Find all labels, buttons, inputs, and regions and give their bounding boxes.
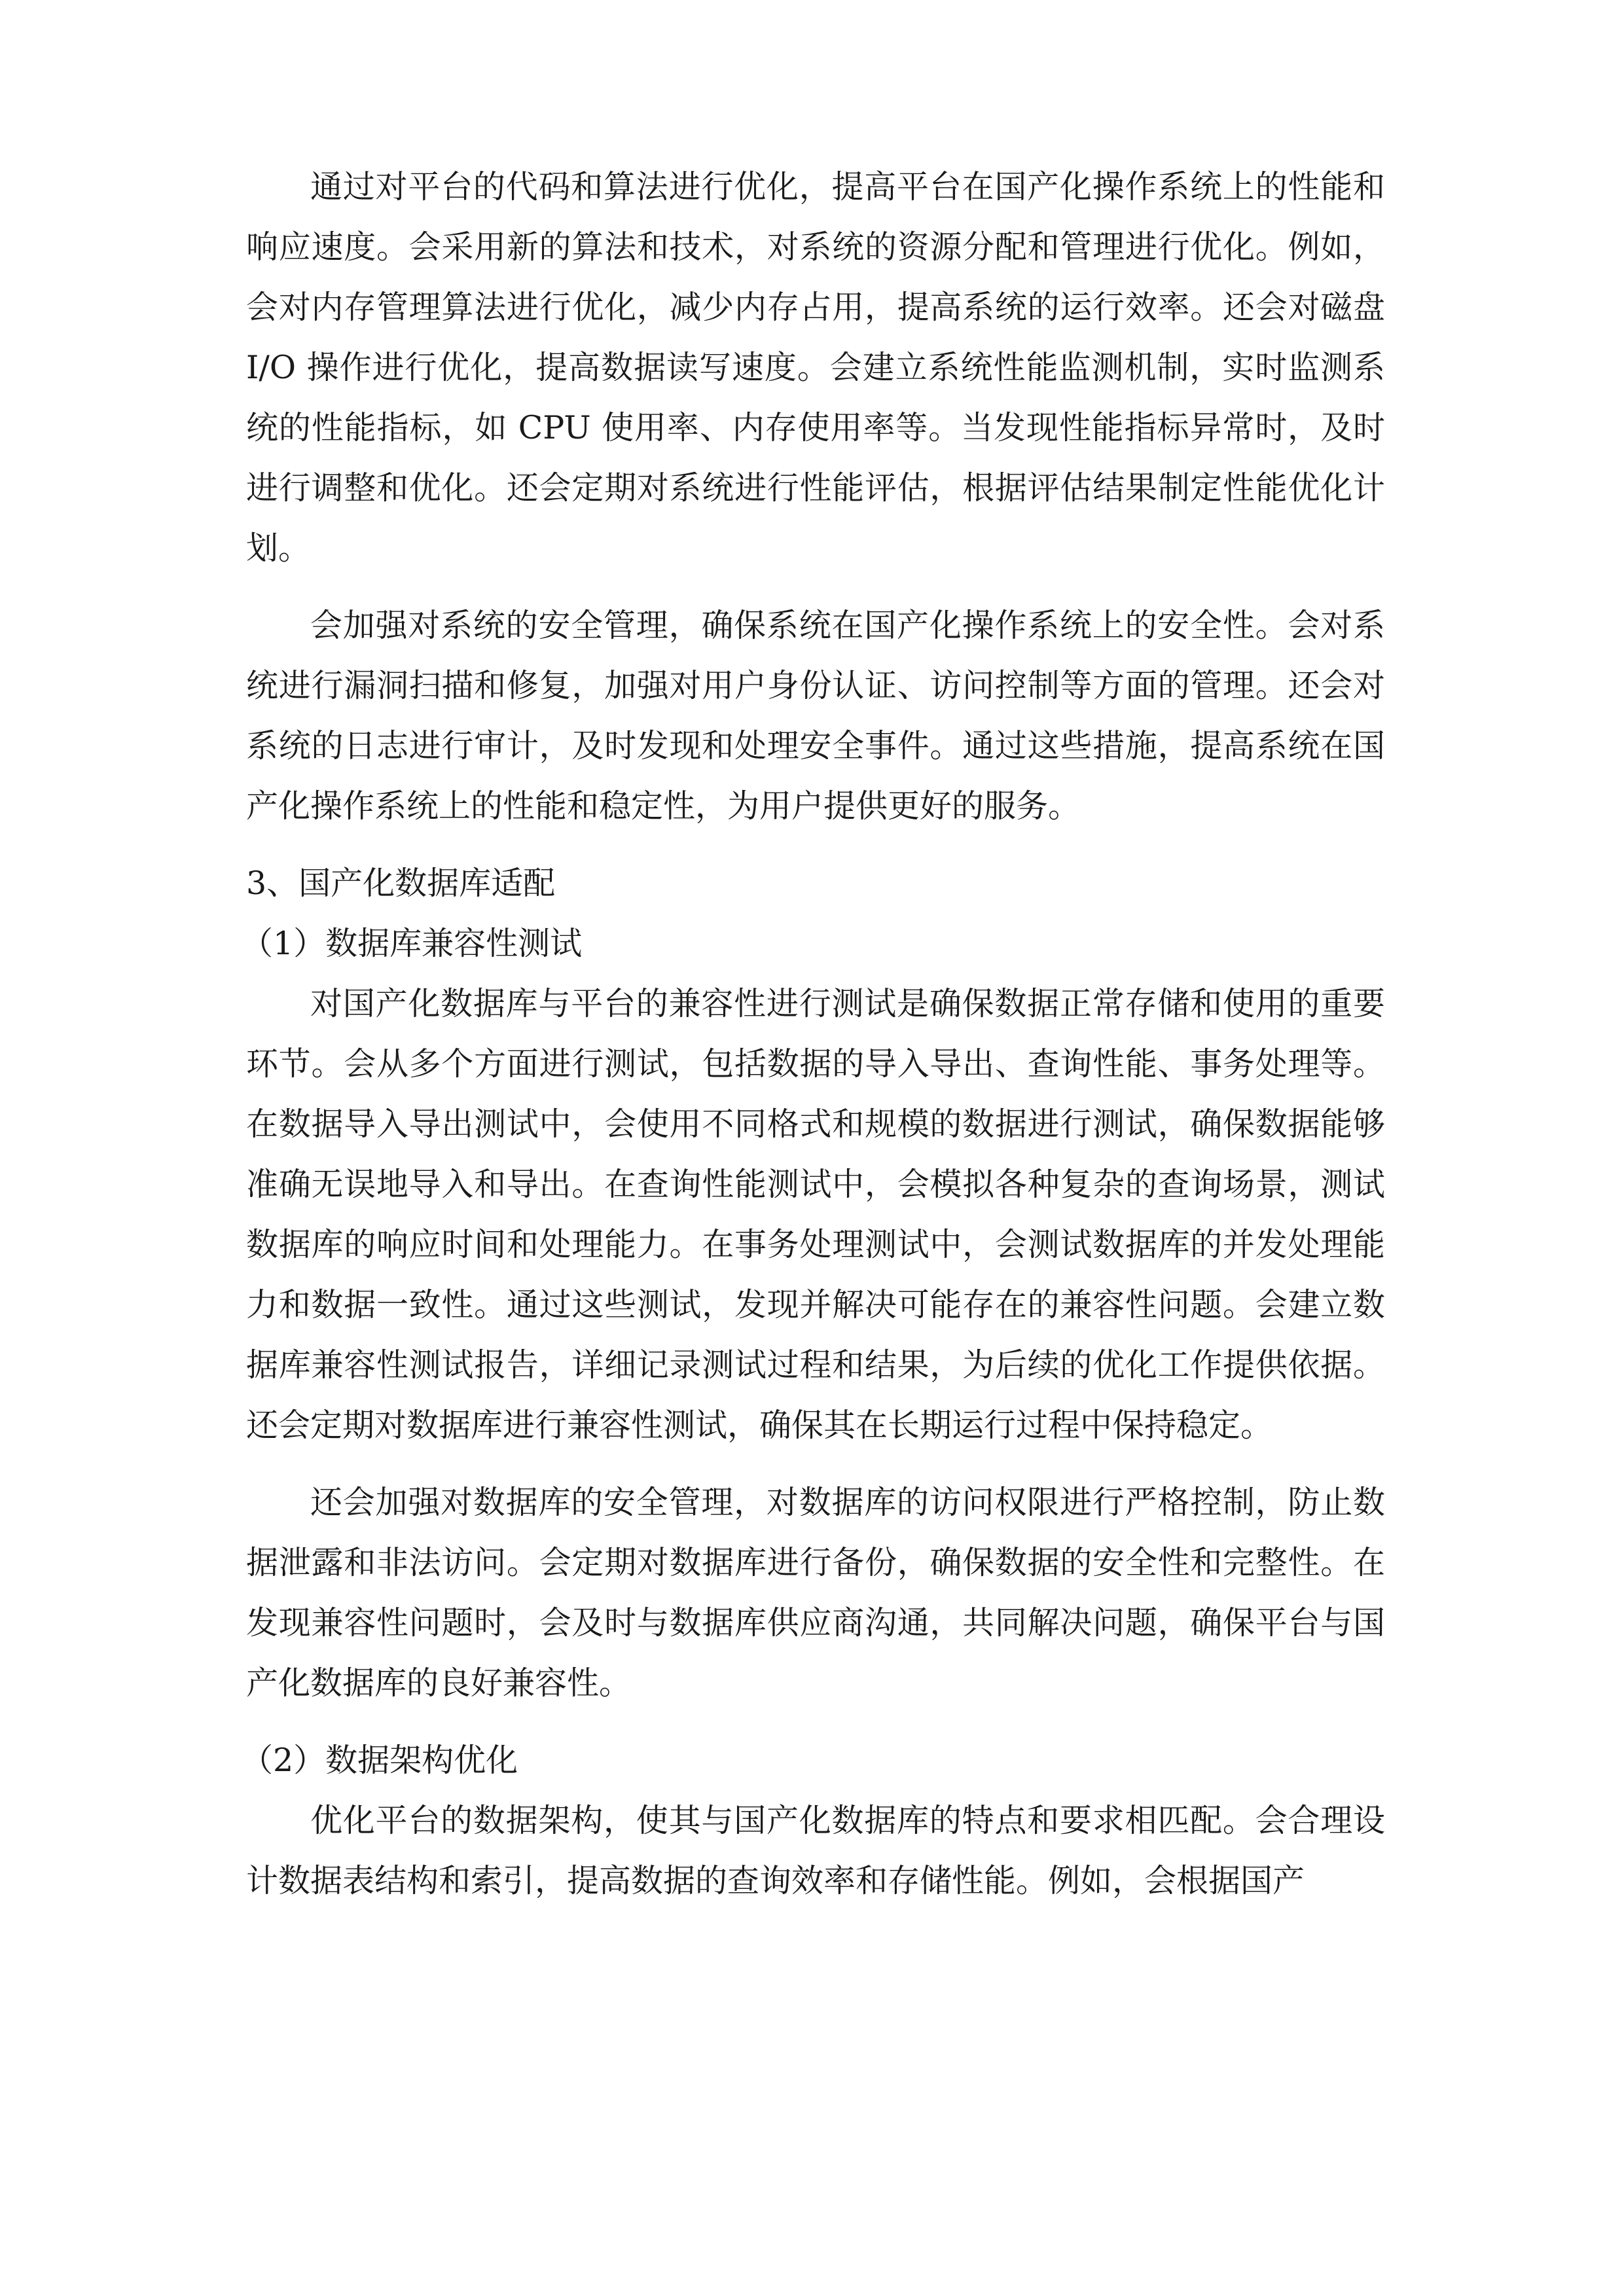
subsection-heading-data-architecture: （2）数据架构优化 <box>241 1742 518 1779</box>
paragraph-os-security-management: 会加强对系统的安全管理，确保系统在国产化操作系统上的安全性。会对系统进行漏洞扫描和修复，加强对用户身份认证、访问控制等方面的管理。还会对系统的日志进行审计，及时发现和处理安全事件。通过这些措施，提高系统在国产化操作系统上的性能和稳定性，为用户提供更好的服务。 <box>246 607 1385 825</box>
document-page <box>241 157 1385 1928</box>
subsection-heading-compatibility-testing: （1）数据库兼容性测试 <box>241 925 583 962</box>
paragraph-database-security: 还会加强对数据库的安全管理，对数据库的访问权限进行严格控制，防止数据泄露和非法访问。会定期对数据库进行备份，确保数据的安全性和完整性。在发现兼容性问题时，会及时与数据库供应商沟通，共同解决问题，确保平台与国产化数据库的良好兼容性。 <box>246 1484 1385 1702</box>
paragraph-compatibility-testing: 对国产化数据库与平台的兼容性进行测试是确保数据正常存储和使用的重要环节。会从多个方面进行测试，包括数据的导入导出、查询性能、事务处理等。在数据导入导出测试中，会使用不同格式和规模的数据进行测试，确保数据能够准确无误地导入和导出。在查询性能测试中，会模拟各种复杂的查询场景，测试数据库的响应时间和处理能力。在事务处理测试中，会测试数据库的并发处理能力和数据一致性。通过这些测试，发现并解决可能存在的兼容性问题。会建立数据库兼容性测试报告，详细记录测试过程和结果，为后续的优化工作提供依据。还会定期对数据库进行兼容性测试，确保其在长期运行过程中保持稳定。 <box>246 985 1385 1444</box>
paragraph-os-performance-optimization: 通过对平台的代码和算法进行优化，提高平台在国产化操作系统上的性能和响应速度。会采用新的算法和技术，对系统的资源分配和管理进行优化。例如，会对内存管理算法进行优化，减少内存占用，提高系统的运行效率。还会对磁盘 I/O 操作进行优化，提高数据读写速度。会建立系统性能监测机制，实时监测系统的性能指标，如 CPU 使用率、内存使用率等。当发现性能指标异常时，及时进行调整和优化。还会定期对系统进行性能评估，根据评估结果制定性能优化计划。 <box>246 168 1385 567</box>
paragraph-data-architecture: 优化平台的数据架构，使其与国产化数据库的特点和要求相匹配。会合理设计数据表结构和索引，提高数据的查询效率和存储性能。例如，会根据国产 <box>246 1802 1385 1899</box>
section-heading-database-adaptation: 3、国产化数据库适配 <box>246 865 556 902</box>
